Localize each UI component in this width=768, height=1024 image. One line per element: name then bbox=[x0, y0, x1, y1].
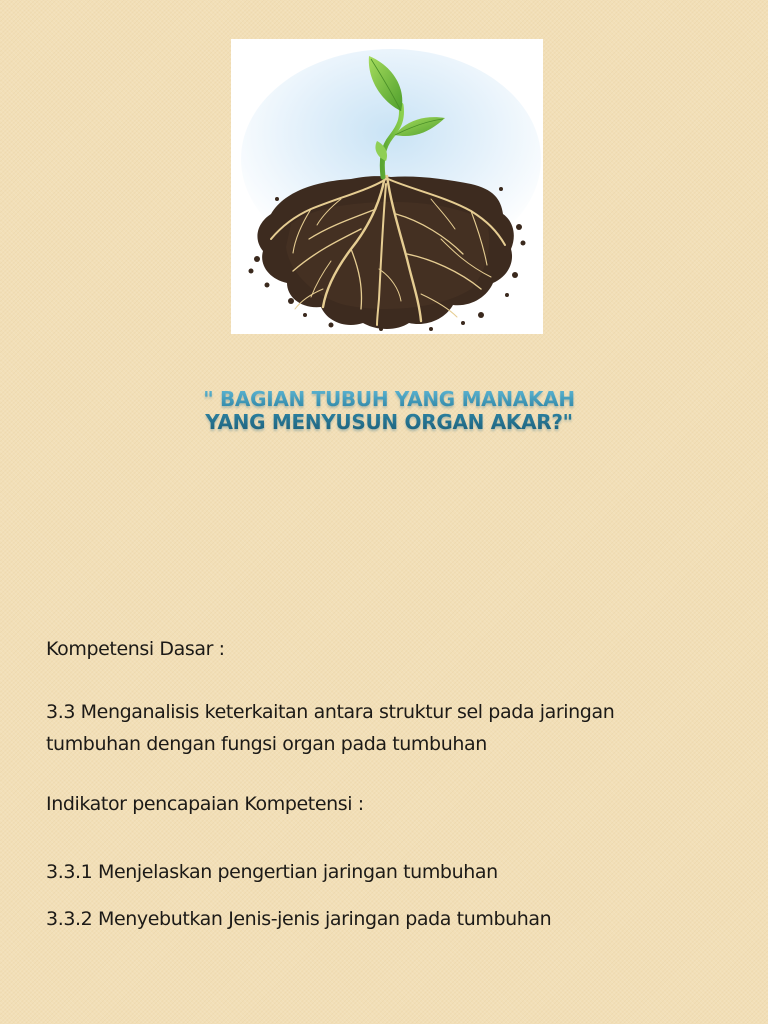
title-line-1: " BAGIAN TUBUH YANG MANAKAH bbox=[203, 387, 575, 411]
seedling-roots-image bbox=[231, 39, 543, 334]
kompetensi-dasar-item-line-2: tumbuhan dengan fungsi organ pada tumbuhan bbox=[46, 733, 487, 755]
kompetensi-dasar-item-line-1: 3.3 Menganalisis keterkaitan antara struktur sel pada jaringan bbox=[46, 701, 615, 723]
title-line-2: YANG MENYUSUN ORGAN AKAR?" bbox=[205, 410, 573, 434]
seedling-illustration-icon bbox=[231, 39, 543, 334]
indikator-item-1: 3.3.1 Menjelaskan pengertian jaringan tumbuhan bbox=[46, 861, 498, 883]
slide-title bbox=[150, 388, 628, 434]
indikator-heading: Indikator pencapaian Kompetensi : bbox=[46, 793, 364, 815]
indikator-item-2: 3.3.2 Menyebutkan Jenis-jenis jaringan pada tumbuhan bbox=[46, 908, 552, 930]
kompetensi-dasar-heading: Kompetensi Dasar : bbox=[46, 638, 225, 660]
